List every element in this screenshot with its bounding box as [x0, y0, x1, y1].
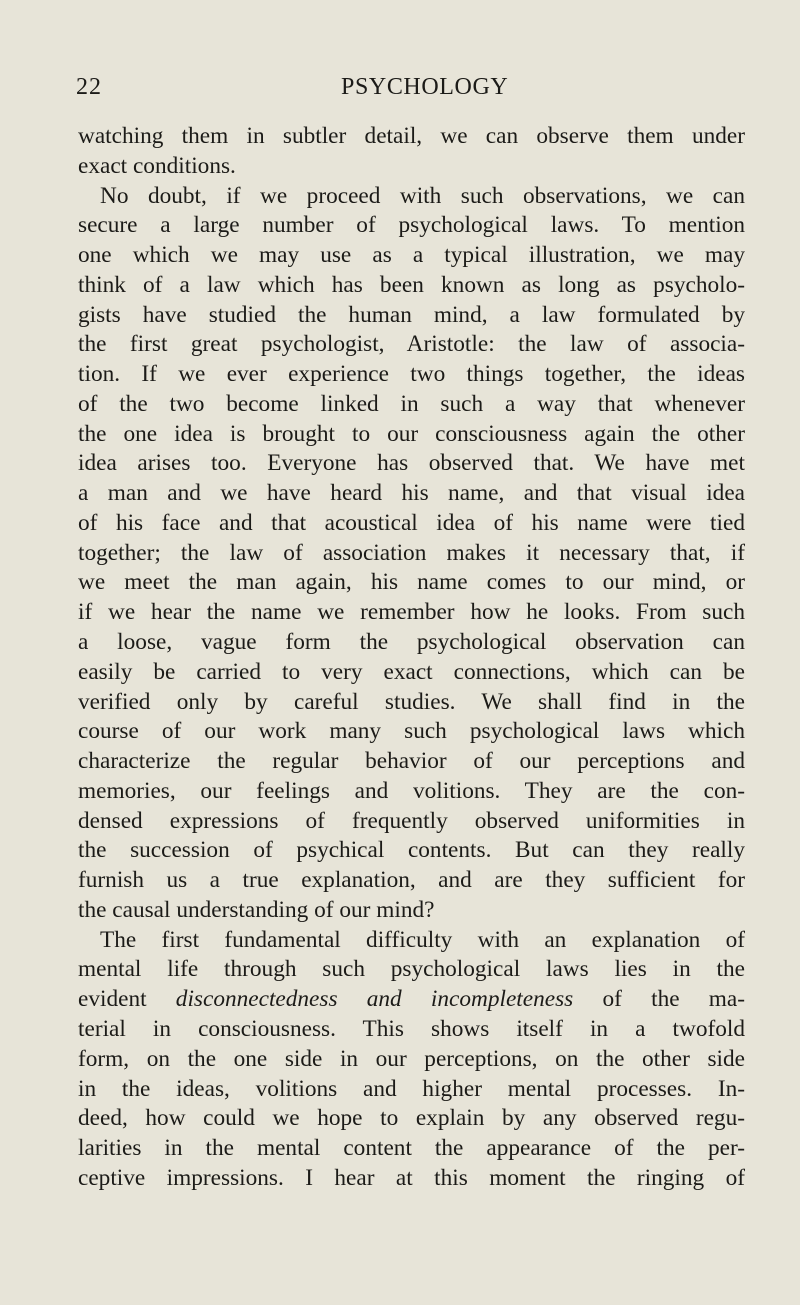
text-line: of the two become linked in such a way that whenever: [78, 390, 745, 417]
text-line: we meet the man again, his name comes to our mind, or: [78, 569, 745, 596]
text-line: a man and we have heard his name, and that visual idea: [78, 480, 745, 507]
text-line: one which we may use as a typical illustration, we may: [78, 242, 745, 269]
text-line: watching them in subtler detail, we can observe them under: [78, 123, 745, 149]
text-line: the causal understanding of our mind?: [78, 896, 435, 923]
text-line: idea arises too. Everyone has observed that. We have met: [78, 450, 745, 477]
italic-emphasis: disconnectedness and incompleteness: [175, 986, 574, 1013]
text-line: densed expressions of frequently observed uniformities in: [78, 807, 745, 834]
text-line: of his face and that acoustical idea of his name were tied: [78, 509, 745, 536]
text-line: gists have studied the human mind, a law formulated by: [78, 301, 745, 328]
line-text-after: of the ma-: [573, 986, 745, 1013]
page-number: 22: [76, 74, 102, 100]
text-line: the first great psychologist, Aristotle: the law of associa-: [78, 331, 745, 358]
text-line: the one idea is brought to our consciousness again the other: [78, 420, 745, 447]
text-line: easily be carried to very exact connections, which can be: [78, 658, 745, 685]
page-header: [0, 72, 800, 102]
line-text-before: evident: [78, 986, 176, 1013]
paragraph-start-line: The first fundamental difficulty with an explanation of: [100, 926, 745, 953]
text-line: furnish us a true explanation, and are they sufficient for: [78, 867, 745, 894]
text-line: together; the law of association makes it necessary that, if: [78, 539, 745, 566]
text-line: in the ideas, volitions and higher mental processes. In-: [78, 1075, 745, 1102]
text-line: verified only by careful studies. We shall find in the: [78, 688, 745, 715]
running-head: PSYCHOLOGY: [341, 74, 509, 100]
text-line: a loose, vague form the psychological observation can: [78, 629, 745, 656]
paragraph-start-line: No doubt, if we proceed with such observations, we can: [100, 182, 745, 209]
body-text: [78, 122, 745, 1194]
text-line: terial in consciousness. This shows itself in a twofold: [78, 1015, 745, 1042]
text-line: characterize the regular behavior of our perceptions and: [78, 748, 745, 775]
text-line: mental life through such psychological laws lies in the: [78, 956, 745, 983]
text-line: exact conditions.: [78, 152, 236, 179]
text-line: ceptive impressions. I hear at this moment the ringing of: [78, 1164, 745, 1191]
text-line: think of a law which has been known as long as psycholo-: [78, 271, 745, 298]
text-line: form, on the one side in our perceptions, on the other side: [78, 1045, 745, 1072]
text-line: tion. If we ever experience two things together, the ideas: [78, 361, 745, 388]
text-line: deed, how could we hope to explain by any observed regu-: [78, 1105, 745, 1132]
text-line: memories, our feelings and volitions. They are the con-: [78, 777, 745, 804]
text-line: larities in the mental content the appearance of the per-: [78, 1135, 745, 1162]
text-line-with-emphasis: [78, 985, 745, 1015]
text-line: if we hear the name we remember how he looks. From such: [78, 599, 745, 626]
text-line: the succession of psychical contents. But can they really: [78, 837, 745, 864]
text-line: course of our work many such psychological laws which: [78, 718, 745, 745]
text-line: secure a large number of psychological laws. To mention: [78, 212, 745, 239]
